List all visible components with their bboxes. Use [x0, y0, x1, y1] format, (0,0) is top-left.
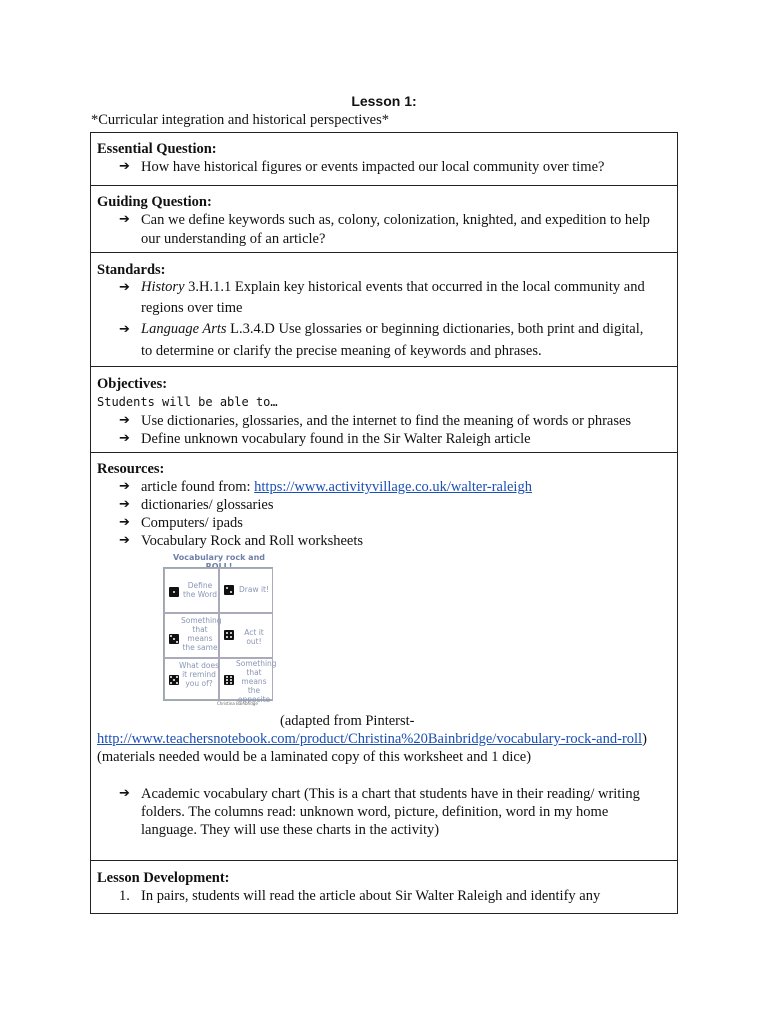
guiding-question-line2: our understanding of an article?: [141, 231, 326, 247]
development-step-number: 1.: [119, 888, 130, 904]
arrow-icon: ➔: [119, 159, 130, 174]
worksheet-cell: [164, 568, 219, 613]
lesson-development-heading: Lesson Development:: [97, 870, 230, 886]
materials-note: (materials needed would be a laminated copy of this worksheet and 1 dice): [97, 749, 532, 765]
worksheet-cell: [164, 613, 222, 658]
standard-history-line2: regions over time: [141, 300, 243, 316]
adapted-from-line: [97, 731, 647, 748]
worksheet-cell-text: Define the Word: [183, 581, 217, 599]
worksheet-cell-text: Something that means the same: [181, 616, 222, 652]
lesson-development-section: [91, 861, 677, 913]
worksheet-cell: [219, 613, 273, 658]
arrow-icon: ➔: [119, 533, 130, 548]
worksheet-footer: Christina Bainbridge: [217, 701, 258, 706]
standard-history-label: History: [141, 279, 185, 295]
objectives-section: [91, 367, 677, 453]
resource-item-computers: Computers/ ipads: [141, 515, 243, 531]
essential-question-text: How have historical figures or events impacted our local community over time?: [141, 159, 605, 175]
adapted-from-link[interactable]: http://www.teachersnotebook.com/product/Christina%20Bainbridge/vocabulary-rock-and-roll: [97, 731, 643, 747]
resource-item-worksheets: Vocabulary Rock and Roll worksheets: [141, 533, 364, 549]
objective-item-2: Define unknown vocabulary found in the Sir Walter Raleigh article: [141, 431, 531, 447]
development-step-text: In pairs, students will read the article about Sir Walter Raleigh and identify any: [141, 888, 601, 904]
standard-la-line2: to determine or clarify the precise meaning of keywords and phrases.: [141, 343, 542, 359]
standard-la-line1: [141, 319, 673, 340]
die-two-icon: [224, 585, 234, 595]
objective-item-1: Use dictionaries, glossaries, and the internet to find the meaning of words or phrases: [141, 413, 632, 429]
adapted-from-suffix: ): [642, 731, 647, 747]
standards-section: [91, 253, 677, 367]
die-three-icon: [169, 634, 179, 644]
die-five-icon: [169, 675, 179, 685]
die-six-icon: [224, 675, 234, 685]
guiding-question-section: [91, 186, 677, 253]
arrow-icon: ➔: [119, 497, 130, 512]
lesson-plan-table: [90, 132, 678, 914]
die-one-icon: [169, 587, 179, 597]
objectives-heading: Objectives:: [97, 376, 168, 392]
adapted-from-prefix: (adapted from Pinterst-: [280, 713, 415, 729]
objectives-intro: Students will be able to…: [97, 395, 278, 409]
academic-chart-line3: language. They will use these charts in the activity): [141, 822, 440, 838]
standard-la-label: Language Arts: [141, 321, 227, 337]
standard-history-text: 3.H.1.1 Explain key historical events that occurred in the local community and: [184, 279, 645, 295]
academic-chart-line2: folders. The columns read: unknown word, picture, definition, word in my home: [141, 804, 609, 820]
essential-question-section: [91, 133, 677, 186]
arrow-icon: ➔: [119, 479, 130, 494]
worksheet-cell-text: Something that means the opposite: [236, 659, 277, 704]
article-link[interactable]: https://www.activityvillage.co.uk/walter-raleigh: [254, 479, 532, 495]
guiding-question-line1: Can we define keywords such as, colony, colonization, knighted, and expedition to help: [141, 212, 650, 228]
essential-question-heading: Essential Question:: [97, 141, 217, 157]
resource-item-dictionaries: dictionaries/ glossaries: [141, 497, 274, 513]
arrow-icon: ➔: [119, 322, 130, 337]
die-four-icon: [224, 630, 234, 640]
worksheet-cell-text: Draw it!: [238, 585, 269, 594]
worksheet-title: Vocabulary rock and ROLL!: [172, 553, 265, 571]
arrow-icon: ➔: [119, 786, 130, 801]
academic-chart-line1: Academic vocabulary chart (This is a chart that students have in their reading/ writing: [141, 786, 640, 802]
arrow-icon: ➔: [119, 515, 130, 530]
resource-article-prefix: article found from:: [141, 479, 255, 495]
worksheet-cell-text: Act it out!: [244, 628, 264, 646]
arrow-icon: ➔: [119, 413, 130, 428]
arrow-icon: ➔: [119, 280, 130, 295]
standard-la-text: L.3.4.D Use glossaries or beginning dictionaries, both print and digital,: [226, 321, 644, 337]
arrow-icon: ➔: [119, 431, 130, 446]
vocabulary-worksheet-image: [161, 551, 277, 711]
lesson-subtitle: *Curricular integration and historical perspectives*: [91, 112, 389, 128]
lesson-title: Lesson 1:: [351, 93, 417, 109]
standards-heading: Standards:: [97, 262, 166, 278]
worksheet-cell: [219, 568, 273, 613]
arrow-icon: ➔: [119, 212, 130, 227]
worksheet-cell: [164, 658, 219, 700]
guiding-question-heading: Guiding Question:: [97, 194, 212, 210]
worksheet-cell-text: What does it remind you of?: [179, 661, 219, 688]
standard-history-line1: [141, 277, 673, 298]
resources-heading: Resources:: [97, 461, 165, 477]
resources-section: [91, 453, 677, 861]
